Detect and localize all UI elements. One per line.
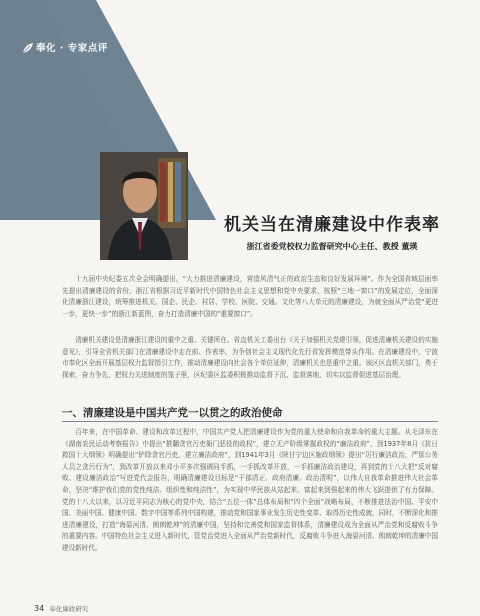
article-title: 机关当在清廉建设中作表率 [224, 215, 440, 235]
leaf-icon [22, 39, 34, 51]
publication-name: 奉化廉政研究 [49, 605, 89, 613]
author-photo [100, 152, 188, 260]
column-label: 奉化 · 专家点评 [36, 43, 108, 54]
section-heading: 一、清廉建设是中国共产党一以贯之的政治使命 [62, 407, 283, 419]
second-paragraph [62, 335, 438, 381]
page-footer [34, 604, 88, 613]
paragraph-text: 十九届中央纪委五次全会明确提出，“大力推进清廉建设，营造风清气正的政治生态和良好发展环境”。作为全国省域层面率先提出清廉建设的省份，浙江省根据习近平新时代中国特色社会主义思想和党中央要求，按照“三地一窗口”的发展定位，全面深化清廉浙江建设，统筹推进机关、国企、民企、村居、学校、医院、交通、文化等八大单元的清廉建设，为就全面从严治党“更进一步，更快一步”的浙江新蓝图，奋力打造清廉中国的“重要窗口”。 [62, 275, 438, 318]
paragraph-text: 清廉机关建设是清廉浙江建设的重中之重、关键所在。省直机关工委出台《关于加强机关党建引领，促进清廉机关建设的实施意见》，引导全省机关部门在清廉建设中走在前、作表率，为争创社会主义现代化先行省发挥模范带头作用。在清廉建设中，宁波市奉化区全面开展基层权力监督指引工作，推动清廉建设向社会各个单位延伸，清廉机关也是重中之重。该区区直机关部门，勇于探索，奋力争先，把权力关进制度的笼子里，区纪委区监委积极推动监督下沉、监督落地，切实以监督促进基层治理。 [62, 336, 438, 379]
intro-paragraph [62, 274, 438, 320]
article-byline: 浙江省委党校权力监督研究中心主任、教授 董瑛 [246, 242, 418, 251]
paragraph-text: 百年来，在中国革命、建设和改革过程中，中国共产党人把清廉建设作为党的重大使命和自我革命的重大主题。从毛泽东在《湖南农民运动考察报告》中提出“推翻贪官污吏衙门恶役的政权”，建立无产阶级掌握政权的“廉洁政府”，到1937年8月《抗日救国十大纲领》明确提出“铲除贪官污吏，建立廉洁政府”，到1941年3月《陕甘宁边区施政纲领》提出“厉行廉洁政治，严惩公务人员之贪污行为”，到改革开放以来邓小平多次强调同手抓，一手抓改革开放，一手抓廉洁政治建设，再到党的十八大把“反对腐败、建设廉洁政治”写进党代会报告，明确清廉建设目标是“干部清正、政府清廉、政治清明”，以伟大自我革命推进伟大社会革命，坚决“维护我们党的党性纯洁、组织性和纯洁性”，为实现中华民族从站起来、富起来到强起来的伟大飞跃提供了有力保障。党的十八大以来，以习近平同志为核心的党中央，结合“五位一体”总体布局和“四个全面”战略布局，不断推进法治中国、平安中国、美丽中国、健康中国、数字中国等系列中国构建，推动党和国家事业发生历史性变革、取得历史性成就，同时，不断深化和推进清廉建设，打造“海晏河清、朗朗乾坤”的清廉中国，坚持和完善党和国家监督体系，清廉建设成为全面从严治党和反腐败斗争的重要内容。中国特色社会主义进入新时代，管党治党进入全面从严治党新时代，反腐败斗争进入海晏河清、朗朗乾坤的清廉中国建设新时代。 [62, 428, 438, 552]
page-number: 34 [34, 604, 45, 613]
section-paragraph [62, 427, 438, 555]
header-band [0, 0, 480, 220]
section-divider [62, 421, 438, 422]
